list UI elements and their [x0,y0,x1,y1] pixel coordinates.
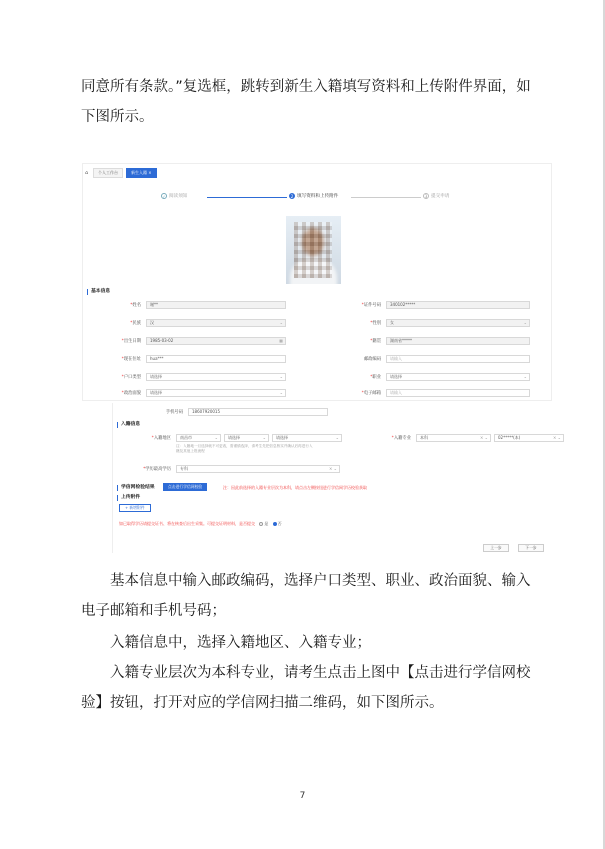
basic-info-title: 基本信息 [87,289,110,295]
native-place-input[interactable]: 湖南省***** [386,337,530,345]
chevron-down-icon: × ⌄ [329,465,337,471]
tab-workbench[interactable]: 个人工作台 [93,168,123,178]
chevron-down-icon: ⌄ [335,434,339,440]
paragraph-verify: 入籍专业层次为本科专业，请考生点击上图中【点击进行学信网校验】按钮，打开对应的学信网扫描二维码，如下图所示。 [81,665,531,711]
field-label: *户口类型 [121,374,141,380]
form-lower-panel [112,403,561,553]
paragraph-basic-info: 基本信息中输入邮政编码，选择户口类型、职业、政治面貌、输入电子邮箱和手机号码； [81,573,531,619]
field-label: *出生日期 [121,338,141,344]
field-birthdate [101,336,286,345]
field-label: *电子邮箱 [361,390,381,396]
chevron-down-icon: × ⌄ [553,434,561,440]
chevron-down-icon: ⌄ [262,434,266,440]
calendar-icon: ▦ [279,337,283,343]
field-household-type [101,372,286,381]
gender-select[interactable]: 女 ⌄ [386,319,530,327]
field-id-number [341,300,530,309]
step-connector [207,197,287,198]
field-label: *性别 [370,320,381,326]
field-name [101,300,286,309]
chevron-down-icon: ⌄ [214,434,218,440]
home-icon[interactable]: ⌂ [85,169,89,176]
field-label: 手机号码 [165,409,183,415]
step-connector [351,197,421,198]
birthdate-input[interactable]: 1985-03-02 ▦ [146,337,286,345]
field-label: *职业 [370,374,381,380]
applicant-photo [286,216,341,284]
postal-code-input[interactable]: 请输入 [386,355,530,363]
field-label: *现在住址 [121,356,141,362]
field-label: *入籍地区 [151,435,171,441]
region-city-select[interactable]: 南昌市 ⌄ [176,434,221,442]
field-label: *姓名 [130,302,141,308]
upload-title: 上传附件 [117,495,140,501]
field-label: *籍贯 [370,338,381,344]
chevron-down-icon: ⌄ [279,319,283,325]
paragraph-enroll-info: 入籍信息中，选择入籍地区、入籍专业； [110,635,371,651]
form-screenshot [82,163,561,557]
region-site-select[interactable]: 请选择 ⌄ [272,434,342,442]
field-phone [143,407,328,416]
chevron-down-icon: × ⌄ [480,434,488,440]
tab-bar [83,168,157,178]
step-label: 填写资料和上传附件 [297,194,339,199]
occupation-select[interactable]: 请选择 ⌄ [386,373,530,381]
field-label: *政治面貌 [121,390,141,396]
progress-steps [161,193,501,203]
field-label: *学历最高学历 [143,466,171,472]
field-enroll-major [371,433,564,442]
field-political-status [101,388,286,397]
check-icon: ✓ [162,194,166,199]
field-label: 邮政编码 [363,356,381,362]
email-input[interactable]: 请输入 [386,389,530,397]
field-gender [341,318,530,327]
id-number-input[interactable]: 340102***** [386,301,530,309]
field-address [101,354,286,363]
field-occupation [341,372,530,381]
verify-section-label: 学信网检验结果 [117,485,155,491]
step-label: 提交申请 [431,194,450,199]
chsi-verify-button[interactable]: 点击进行学信网校验 [163,483,207,491]
verify-warning: 注：因此前选择的入籍专业层次为本科，请点击左侧按钮进行学信网学历校验获取 [223,485,367,490]
add-attachment-button[interactable]: + 新增附件 [119,504,151,512]
region-district-select[interactable]: 请选择 ⌄ [224,434,269,442]
field-postal-code [341,354,530,363]
step-fill-info [289,193,338,199]
radio-no[interactable] [273,522,277,526]
field-enroll-region [131,433,342,442]
household-type-select[interactable]: 请选择 ⌄ [146,373,286,381]
tab-enrollment[interactable]: 新生入籍 × [126,168,157,178]
political-status-select[interactable]: 请选择 ⌄ [146,389,286,397]
radio-yes[interactable] [259,522,263,526]
step-read-notice [161,193,187,199]
step-submit [423,193,449,199]
chevron-down-icon: ⌄ [523,319,527,325]
major-level-select[interactable]: 本科 × ⌄ [416,434,491,442]
chevron-down-icon: ⌄ [279,373,283,379]
step-label: 阅读须知 [169,194,188,199]
major-select[interactable]: 02*****(本) × ⌄ [494,434,564,442]
prev-step-button[interactable]: 上一步 [483,544,509,552]
field-email [341,388,530,397]
ethnicity-select[interactable]: 汉 ⌄ [146,319,286,327]
chevron-down-icon: ⌄ [523,373,527,379]
page-number: 7 [299,791,306,801]
chevron-down-icon: ⌄ [279,389,283,395]
step-number: 3 [424,194,428,199]
phone-input[interactable]: 18607920015 [188,408,328,416]
field-label: *入籍专业 [391,435,411,441]
enroll-info-title: 入籍信息 [117,422,140,428]
field-native-place [341,336,530,345]
address-input[interactable]: hua*** [146,355,286,363]
next-step-button[interactable]: 下一步 [518,544,544,552]
step-number: 2 [290,194,294,199]
confirm-text: 如已取得学历请提交证书、将在核查后出生采集。可提交证明材料，是否提交 是 否 [119,521,282,526]
field-highest-level [131,464,340,473]
highest-level-select[interactable]: 专科 × ⌄ [176,465,340,473]
form-upper-panel [82,163,552,401]
field-label: *证件号码 [361,302,381,308]
region-hint: 注：入籍地一旦选择就不可更改，需谨慎选择，请考生先把信息核实并确认后再进行入籍及其他上报流程 [176,444,313,453]
field-ethnicity [101,318,286,327]
field-label: *民族 [130,320,141,326]
name-input[interactable]: 谢** [146,301,286,309]
paragraph-intro: 同意所有条款。”复选框，跳转到新生入籍填写资料和上传附件界面，如下图所示。 [81,79,531,125]
